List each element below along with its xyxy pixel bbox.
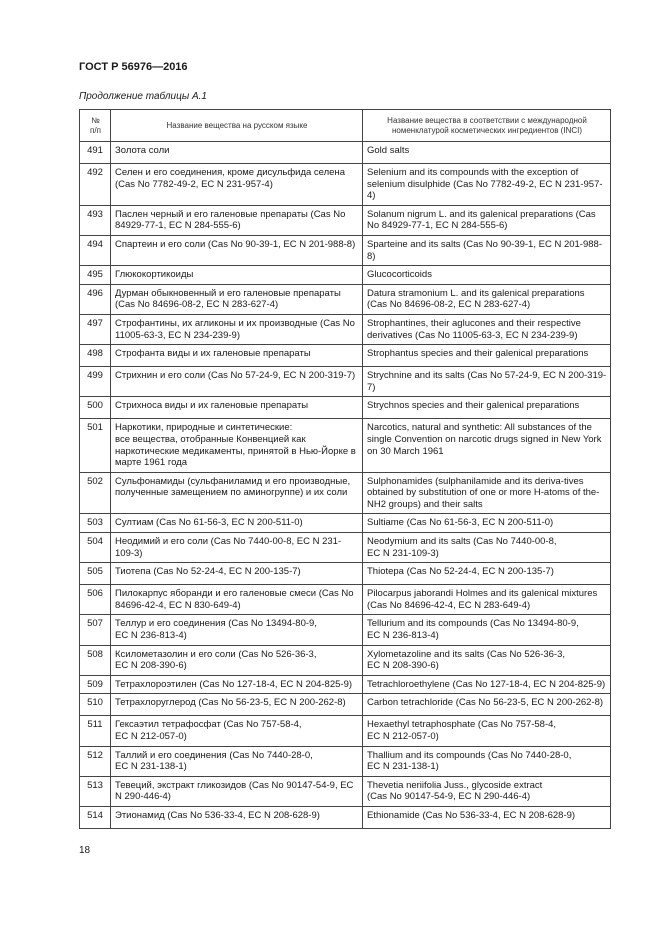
table-row [80,806,611,828]
table-row [80,615,611,645]
row-number: 510 [80,694,111,716]
substances-table [79,109,611,829]
row-number: 495 [80,266,111,285]
document-title: ГОСТ Р 56976—2016 [79,61,188,73]
row-number: 511 [80,716,111,746]
table-row [80,142,611,164]
row-russian-name: Глюкокортикоиды [111,266,363,285]
row-number: 498 [80,345,111,367]
table-row [80,746,611,776]
row-russian-name: Пилокарпус яборанди и его галеновые смеси (Cas No 84696-42-4, EC N 830-649-4) [111,585,363,615]
table-row [80,514,611,533]
row-russian-name: Сульфонамиды (сульфаниламид и его производные, полученные замещением по аминогруппе) и их соли [111,472,363,514]
row-russian-name: Султиам (Cas No 61-56-3, EC N 200-511-0) [111,514,363,533]
row-number: 493 [80,205,111,235]
row-number: 503 [80,514,111,533]
row-number: 513 [80,776,111,806]
row-russian-name: Тевеций, экстракт гликозидов (Cas No 90147-54-9, EC N 290-446-4) [111,776,363,806]
row-russian-name: Тетрахлоруглерод (Cas No 56-23-5, EC N 200-262-8) [111,694,363,716]
row-number: 504 [80,533,111,563]
table-row [80,266,611,285]
row-russian-name: Стрихнин и его соли (Cas No 57-24-9, EC N 200-319-7) [111,367,363,397]
row-inci-name: Ethionamide (Cas No 536-33-4, EC N 208-628-9) [363,806,611,828]
table-row [80,675,611,694]
row-russian-name: Спартеин и его соли (Cas No 90-39-1, EC N 201-988-8) [111,235,363,265]
row-inci-name: Strophantus species and their galenical preparations [363,345,611,367]
table-row [80,164,611,206]
row-inci-name: Xylometazoline and its salts (Cas No 526-36-3, EC N 208-390-6) [363,645,611,675]
row-number: 507 [80,615,111,645]
row-number: 496 [80,284,111,314]
row-russian-name: Строфантины, их агликоны и их производные (Cas No 11005-63-3, EC N 234-239-9) [111,314,363,344]
row-russian-name: Ксилометазолин и его соли (Cas No 526-36-3, EC N 208-390-6) [111,645,363,675]
row-number: 500 [80,397,111,419]
table-caption: Продолжение таблицы А.1 [79,91,207,102]
row-russian-name: Тиотепа (Cas No 52-24-4, EC N 200-135-7) [111,563,363,585]
row-inci-name: Neodymium and its salts (Cas No 7440-00-8, EC N 231-109-3) [363,533,611,563]
table-row [80,563,611,585]
row-number: 512 [80,746,111,776]
row-inci-name: Thiotepa (Cas No 52-24-4, EC N 200-135-7) [363,563,611,585]
table-row [80,314,611,344]
row-inci-name: Sultiame (Cas No 61-56-3, EC N 200-511-0) [363,514,611,533]
row-russian-name: Тетрахлороэтилен (Cas No 127-18-4, EC N 204-825-9) [111,675,363,694]
table-header-row [80,110,611,142]
row-inci-name: Narcotics, natural and synthetic: All substances of the single Convention on narcotic drugs signed in New York on 30 March 1961 [363,419,611,472]
row-russian-name: Наркотики, природные и синтетические: все вещества, отобранные Конвенцией как наркотические медикаменты, принятой в Нью-Йорке в марте 1961 года [111,419,363,472]
table-row [80,472,611,514]
row-inci-name: Sulphonamides (sulphanilamide and its deriva-tives obtained by substitution of one or more H-atoms of the-NH2 groups) and their salts [363,472,611,514]
row-number: 501 [80,419,111,472]
row-inci-name: Thevetia neriifolia Juss., glycoside extract (Cas No 90147-54-9, EC N 290-446-4) [363,776,611,806]
table-row [80,345,611,367]
row-number: 499 [80,367,111,397]
table-body [80,142,611,829]
row-russian-name: Гексаэтил тетрафосфат (Cas No 757-58-4, EC N 212-057-0) [111,716,363,746]
row-number: 497 [80,314,111,344]
table-row [80,776,611,806]
row-russian-name: Паслен черный и его галеновые препараты (Cas No 84929-77-1, EC N 284-555-6) [111,205,363,235]
row-number: 505 [80,563,111,585]
row-russian-name: Неодимий и его соли (Cas No 7440-00-8, EC N 231-109-3) [111,533,363,563]
row-number: 514 [80,806,111,828]
table-row [80,645,611,675]
table-row [80,533,611,563]
table-row [80,367,611,397]
row-number: 508 [80,645,111,675]
header-inci-name: Название вещества в соответствии с международной номенклатурой косметических ингредиентов (INCI) [363,110,611,142]
header-number: № п/п [80,110,111,142]
table-row [80,205,611,235]
row-inci-name: Carbon tetrachloride (Cas No 56-23-5, EC N 200-262-8) [363,694,611,716]
table-row [80,419,611,472]
row-russian-name: Золота соли [111,142,363,164]
row-inci-name: Gold salts [363,142,611,164]
row-inci-name: Strychnos species and their galenical preparations [363,397,611,419]
row-number: 509 [80,675,111,694]
row-inci-name: Selenium and its compounds with the exception of selenium disulphide (Cas No 7782-49-2, EC N 231-957-4) [363,164,611,206]
row-russian-name: Таллий и его соединения (Cas No 7440-28-0, EC N 231-138-1) [111,746,363,776]
row-russian-name: Стрихноса виды и их галеновые препараты [111,397,363,419]
table-row [80,694,611,716]
row-inci-name: Tetrachloroethylene (Cas No 127-18-4, EC N 204-825-9) [363,675,611,694]
row-russian-name: Этионамид (Cas No 536-33-4, EC N 208-628-9) [111,806,363,828]
row-inci-name: Datura stramonium L. and its galenical preparations (Cas No 84696-08-2, EC N 283-627-4) [363,284,611,314]
row-inci-name: Pilocarpus jaborandi Holmes and its galenical mixtures (Cas No 84696-42-4, EC N 283-649-4) [363,585,611,615]
row-number: 494 [80,235,111,265]
row-inci-name: Glucocorticoids [363,266,611,285]
row-inci-name: Strophantines, their aglucones and their respective derivatives (Cas No 11005-63-3, EC N 234-239-9) [363,314,611,344]
table-row [80,716,611,746]
table-row [80,397,611,419]
row-russian-name: Дурман обыкновенный и его галеновые препараты (Cas No 84696-08-2, EC N 283-627-4) [111,284,363,314]
row-inci-name: Hexaethyl tetraphosphate (Cas No 757-58-4, EC N 212-057-0) [363,716,611,746]
header-russian-name: Название вещества на русском языке [111,110,363,142]
row-number: 491 [80,142,111,164]
row-inci-name: Sparteine and its salts (Cas No 90-39-1, EC N 201-988-8) [363,235,611,265]
row-russian-name: Селен и его соединения, кроме дисульфида селена (Cas No 7782-49-2, EC N 231-957-4) [111,164,363,206]
row-inci-name: Thallium and its compounds (Cas No 7440-28-0, EC N 231-138-1) [363,746,611,776]
row-number: 502 [80,472,111,514]
row-inci-name: Strychnine and its salts (Cas No 57-24-9, EC N 200-319-7) [363,367,611,397]
row-inci-name: Solanum nigrum L. and its galenical preparations (Cas No 84929-77-1, EC N 284-555-6) [363,205,611,235]
table-row [80,585,611,615]
row-number: 492 [80,164,111,206]
row-russian-name: Строфанта виды и их галеновые препараты [111,345,363,367]
row-number: 506 [80,585,111,615]
table-row [80,284,611,314]
page-number: 18 [79,845,91,856]
row-inci-name: Tellurium and its compounds (Cas No 13494-80-9, EC N 236-813-4) [363,615,611,645]
table-row [80,235,611,265]
row-russian-name: Теллур и его соединения (Cas No 13494-80-9, EC N 236-813-4) [111,615,363,645]
